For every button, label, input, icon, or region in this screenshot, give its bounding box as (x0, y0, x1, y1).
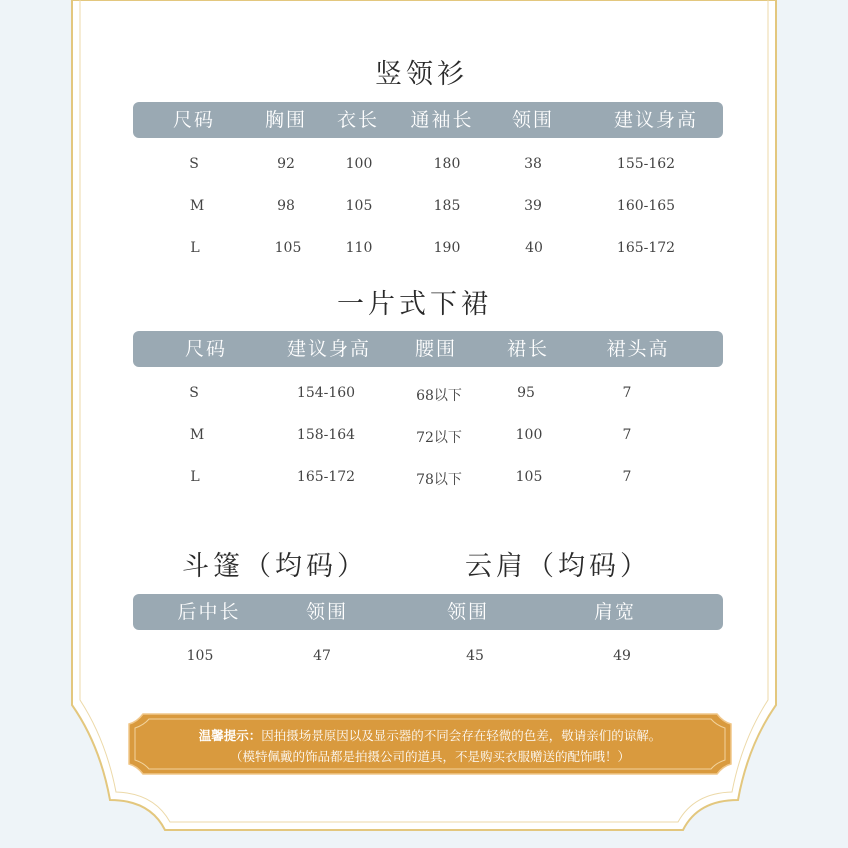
table-cell: 160-165 (616, 198, 676, 214)
table-cell: 78以下 (416, 472, 462, 488)
table1-header-chest: 胸围 (264, 109, 308, 131)
table1-header (133, 102, 723, 138)
table-cell: 180 (433, 156, 461, 172)
table2-header-waist: 腰围 (414, 338, 458, 360)
table-cell: 100 (515, 427, 543, 443)
table-cell: 95 (517, 385, 535, 401)
table-cell: M (189, 427, 205, 443)
table-cell: 105 (186, 648, 214, 664)
table-cell: 185 (433, 198, 461, 214)
table3-header-cape-collar: 领围 (305, 601, 349, 623)
table1-header-length: 衣长 (336, 109, 380, 131)
notice-label: 温馨提示： (198, 728, 262, 743)
table-cell: 7 (622, 427, 632, 443)
shoulder-title: 云肩（均码） (465, 551, 651, 582)
table1-title: 竖领衫 (375, 59, 468, 90)
notice-banner (127, 712, 733, 776)
table3-header-back-length: 后中长 (177, 601, 241, 623)
table-cell: 7 (622, 469, 632, 485)
table-cell: S (189, 156, 199, 172)
notice-line-1 (127, 726, 733, 744)
cape-title: 斗篷（均码） (182, 551, 368, 582)
table-cell: 40 (525, 240, 543, 256)
table1-header-sleeve: 通袖长 (410, 109, 474, 131)
table-cell: 100 (345, 156, 373, 172)
table2-header-waistband: 裙头高 (606, 338, 670, 360)
table2-header (133, 331, 723, 367)
table2-header-height: 建议身高 (286, 338, 372, 360)
table-cell: 45 (466, 648, 484, 664)
table-cell: L (190, 240, 200, 256)
table-cell: 49 (613, 648, 631, 664)
notice-line-2: （模特佩戴的饰品都是拍摄公司的道具，不是购买衣服赠送的配饰哦！） (229, 749, 630, 764)
table-cell: 154-160 (296, 385, 356, 401)
table1-header-height: 建议身高 (613, 109, 699, 131)
table-cell: 105 (515, 469, 543, 485)
table3-header-shoulder-collar: 领围 (446, 601, 490, 623)
table-cell: 68以下 (416, 388, 462, 404)
table-cell: M (189, 198, 205, 214)
table-cell: L (190, 469, 200, 485)
table2-title: 一片式下裙 (337, 289, 492, 320)
table-cell: 72以下 (416, 430, 462, 446)
notice-text-1: 因拍摄场景原因以及显示器的不同会存在轻微的色差，敬请亲们的谅解。 (261, 728, 662, 743)
table2-header-size: 尺码 (184, 338, 228, 360)
table-cell: 39 (524, 198, 542, 214)
table3-header-shoulder-width: 肩宽 (593, 601, 637, 623)
table-cell: 7 (622, 385, 632, 401)
table-cell: 105 (274, 240, 302, 256)
table-cell: 105 (345, 198, 373, 214)
notice-banner-shape (127, 712, 733, 776)
table-cell: 158-164 (296, 427, 356, 443)
table-cell: 110 (345, 240, 373, 256)
table-cell: 38 (524, 156, 542, 172)
table-cell: S (189, 385, 199, 401)
table-cell: 47 (313, 648, 331, 664)
table1-header-collar: 领围 (511, 109, 555, 131)
table3-header (133, 594, 723, 630)
table-cell: 165-172 (616, 240, 676, 256)
table-cell: 190 (433, 240, 461, 256)
table-cell: 92 (277, 156, 295, 172)
table-cell: 165-172 (296, 469, 356, 485)
table-cell: 155-162 (616, 156, 676, 172)
table2-header-skirt-length: 裙长 (506, 338, 550, 360)
table-cell: 98 (277, 198, 295, 214)
table1-header-size: 尺码 (172, 109, 216, 131)
